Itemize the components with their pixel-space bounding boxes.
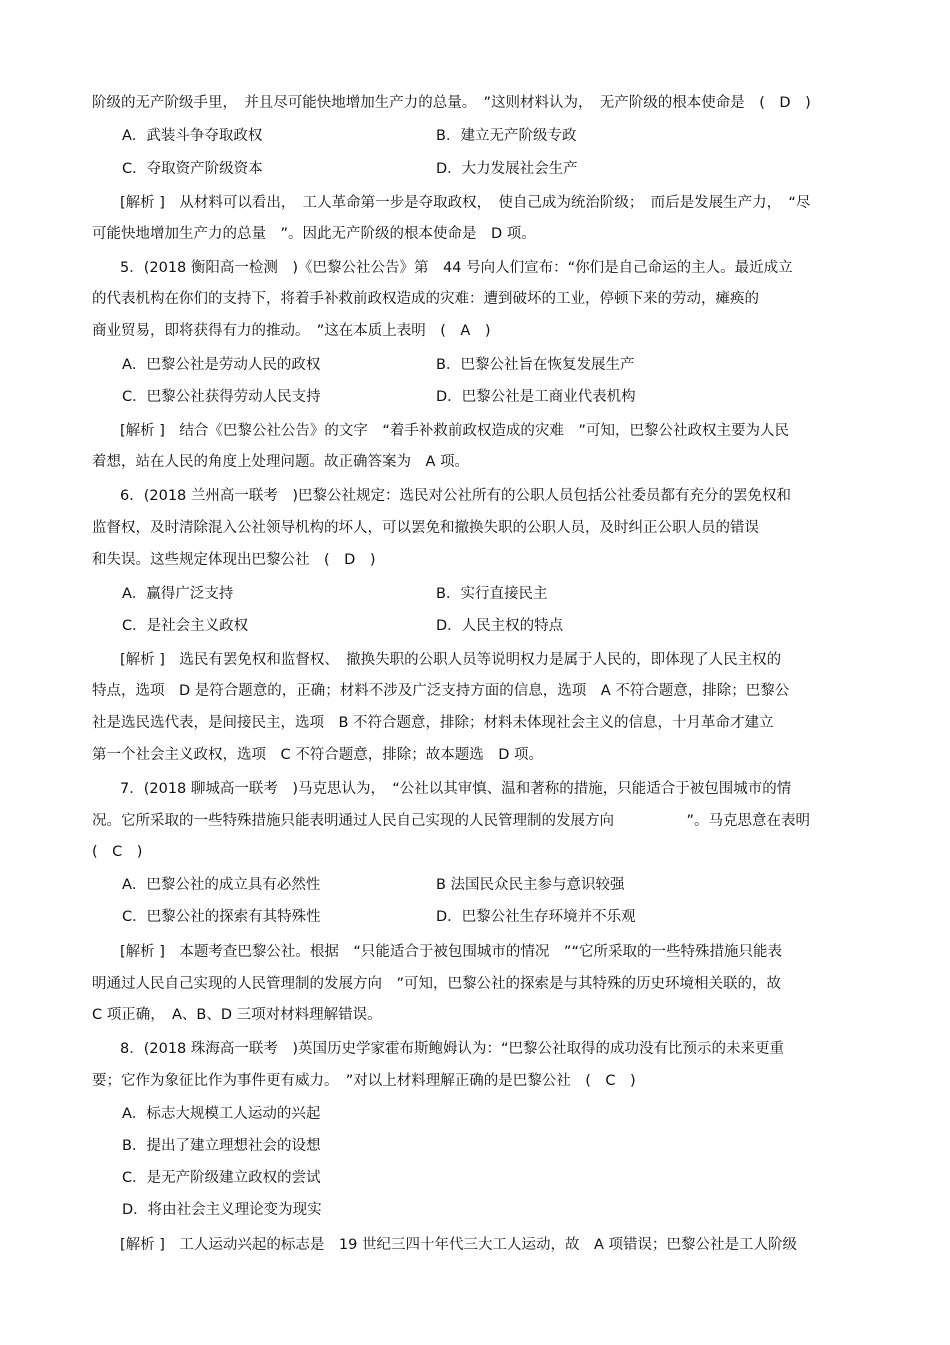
text-line: 5．(2018 衡阳高一检测 )《巴黎公社公告》第 44 号向人们宣布：“你们是自己命运的主人。最近成立: [120, 260, 793, 276]
answer-option: B．巴黎公社旨在恢复发展生产: [436, 357, 635, 373]
answer-option: D．巴黎公社是工商业代表机构: [436, 389, 636, 405]
text-line: 明通过人民自己实现的人民管理制的发展方向 ”可知，巴黎公社的探索是与其特殊的历史环境相关联的，故: [92, 976, 782, 992]
text-line: 8．(2018 珠海高一联考 )英国历史学家霍布斯鲍姆认为：“巴黎公社取得的成功没有比预示的未来更重: [120, 1041, 785, 1057]
answer-option: B 法国民众民主参与意识较强: [436, 877, 625, 893]
answer-option: D．人民主权的特点: [436, 618, 564, 634]
answer-option: A．武装斗争夺取政权: [122, 128, 263, 144]
answer-option: D．大力发展社会生产: [436, 161, 578, 177]
text-line: ( C ): [92, 844, 143, 860]
answer-option: B．建立无产阶级专政: [436, 128, 577, 144]
answer-option: C．夺取资产阶级资本: [122, 161, 263, 177]
text-line: [解析 ] 工人运动兴起的标志是 19 世纪三四十年代三大工人运动，故 A 项错误；巴黎公社是工人阶级: [120, 1237, 798, 1253]
text-line: 况。它所采取的一些特殊措施只能表明通过人民自己实现的人民管理制的发展方向 ”。马克思意在表明: [92, 813, 811, 829]
answer-option: C．是社会主义政权: [122, 618, 249, 634]
answer-option: A．巴黎公社的成立具有必然性: [122, 877, 321, 893]
answer-option: B．提出了建立理想社会的设想: [122, 1138, 321, 1154]
text-line: 商业贸易，即将获得有力的推动。 ”这在本质上表明 ( A ): [92, 323, 491, 339]
answer-option: D．将由社会主义理论变为现实: [122, 1202, 322, 1218]
text-line: 6．(2018 兰州高一联考 )巴黎公社规定：选民对公社所有的公职人员包括公社委员都有充分的罢免权和: [120, 488, 792, 504]
answer-option: C．巴黎公社的探索有其特殊性: [122, 909, 321, 925]
text-line: C 项正确， A、B、D 三项对材料理解错误。: [92, 1007, 382, 1023]
text-line: 着想，站在人民的角度上处理问题。故正确答案为 A 项。: [92, 454, 470, 470]
text-line: 7．(2018 聊城高一联考 )马克思认为， “公社以其审慎、温和著称的措施，只能适合于被包围城市的情: [120, 781, 792, 797]
text-line: [解析 ] 结合《巴黎公社公告》的文字 “着手补救前政权造成的灾难 ”可知，巴黎公社政权主要为人民: [120, 423, 789, 439]
answer-option: A．巴黎公社是劳动人民的政权: [122, 357, 321, 373]
text-line: 要；它作为象征比作为事件更有威力。 ”对以上材料理解正确的是巴黎公社 ( C ): [92, 1073, 636, 1089]
text-line: 第一个社会主义政权，选项 C 不符合题意，排除；故本题选 D 项。: [92, 747, 544, 763]
text-line: [解析 ] 选民有罢免权和监督权、 撤换失职的公职人员等说明权力是属于人民的，即体现了人民主权的: [120, 652, 782, 668]
answer-option: A．标志大规模工人运动的兴起: [122, 1106, 321, 1122]
text-line: [解析 ] 从材料可以看出， 工人革命第一步是夺取政权， 使自己成为统治阶级； 而后是发展生产力， “尽: [120, 195, 811, 211]
answer-option: A．赢得广泛支持: [122, 586, 234, 602]
text-line: 阶级的无产阶级手里， 并且尽可能快地增加生产力的总量。 ”这则材料认为， 无产阶级的根本使命是 ( D ): [92, 95, 811, 111]
text-line: 的代表机构在你们的支持下，将着手补救前政权造成的灾难：遭到破坏的工业，停顿下来的劳动，瘫痪的: [92, 291, 759, 307]
answer-option: B．实行直接民主: [436, 586, 548, 602]
text-line: 监督权，及时清除混入公社领导机构的坏人，可以罢免和撤换失职的公职人员，及时纠正公职人员的错误: [92, 520, 759, 536]
text-line: 特点，选项 D 是符合题意的，正确；材料不涉及广泛支持方面的信息，选项 A 不符合题意，排除；巴黎公: [92, 683, 790, 699]
answer-option: C．是无产阶级建立政权的尝试: [122, 1170, 321, 1186]
answer-option: C．巴黎公社获得劳动人民支持: [122, 389, 321, 405]
text-line: 可能快地增加生产力的总量 ”。因此无产阶级的根本使命是 D 项。: [92, 226, 536, 242]
answer-option: D．巴黎公社生存环境并不乐观: [436, 909, 636, 925]
text-line: [解析 ] 本题考查巴黎公社。根据 “只能适合于被包围城市的情况 ”“它所采取的一些特殊措施只能表: [120, 944, 782, 960]
text-line: 社是选民选代表，是间接民主，选项 B 不符合题意，排除；材料未体现社会主义的信息，十月革命才建立: [92, 715, 774, 731]
text-line: 和失误。这些规定体现出巴黎公社 ( D ): [92, 552, 376, 568]
